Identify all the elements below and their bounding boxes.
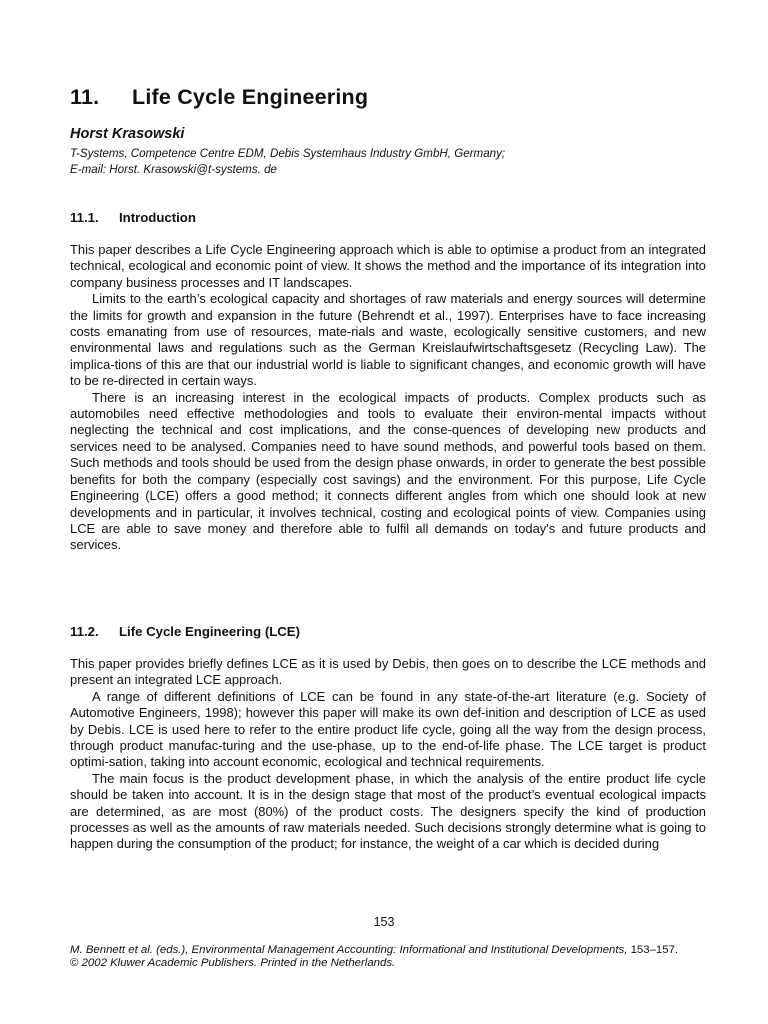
section-title: Introduction xyxy=(119,210,196,225)
chapter-title-text: Life Cycle Engineering xyxy=(132,85,369,109)
footer-citation xyxy=(70,944,706,957)
copyright-text: 2002 Kluwer Academic Publishers. Printed in the Netherlands. xyxy=(81,956,396,969)
section-body-introduction xyxy=(70,242,706,554)
chapter-title xyxy=(70,85,706,110)
section-body-lce xyxy=(70,656,706,853)
body-paragraph: This paper describes a Life Cycle Engineering approach which is able to optimise a product from an integrated technical, ecological and economic point of view. It shows the method and the importance of its integration into company business processes and IT landscapes. xyxy=(70,242,706,290)
body-paragraph: Limits to the earth’s ecological capacity and shortages of raw materials and energy sources will determine the limits for growth and expansion in the future (Behrendt et al., 1997). Enterprises have to face increasing costs emanating from use of resources, mate-rials and waste, ecologically sensitive customers, and new environmental laws and regulations such as the German Kreislaufwirtschaftsgesetz (Recycling Law). The implica-tions of this are that our industrial world is liable to significant changes, and economic growth will have to be re-directed in certain ways. xyxy=(70,291,706,389)
body-paragraph: This paper provides briefly defines LCE as it is used by Debis, then goes on to describe the LCE methods and present an integrated LCE approach. xyxy=(70,656,706,688)
body-paragraph: A range of different definitions of LCE can be found in any state-of-the-art literature (e.g. Society of Automotive Engineers, 1998); however this paper will make its own def-inition and description of LCE as used by Debis. LCE is used here to refer to the entire product life cycle, going all the way from the design process, through product manufac-turing and the use-phase, up to the end-of-life phase. The LCE target is product optimi-sation, taking into account economic, ecological and technical requirements. xyxy=(70,688,706,770)
author-name: Horst Krasowski xyxy=(70,126,185,142)
section-heading-lce xyxy=(70,624,706,639)
footer-copyright xyxy=(70,957,706,970)
author-affiliation: T-Systems, Competence Centre EDM, Debis Systemhaus Industry GmbH, Germany; xyxy=(70,147,506,160)
section-title: Life Cycle Engineering (LCE) xyxy=(119,624,300,639)
page-footer xyxy=(70,944,706,969)
body-paragraph: There is an increasing interest in the ecological impacts of products. Complex products such as automobiles need effective methodologies and tools to evaluate their environ-mental impacts without neglecting the technical and cost implications, and the conse-quences of developing new products and services need to be analysed. Companies need to have sound methods, and powerful tools based on them. Such methods and tools should be used from the design phase onwards, in order to generate the best possible benefits for both the company (especially cost savings) and the environment. For this purpose, Life Cycle Engineering (LCE) offers a good method; it connects different angles from which one should look at new developments and in particular, it involves technical, costing and ecological points of view. Companies using LCE are able to save money and therefore able to fulfil all demands on today's and future products and services. xyxy=(70,389,706,553)
section-number: 11.2. xyxy=(70,624,99,639)
copyright-symbol: © xyxy=(70,956,79,969)
chapter-number: 11. xyxy=(70,85,100,109)
section-heading-introduction xyxy=(70,210,706,225)
citation-text: M. Bennett et al. (eds.), Environmental Management Accounting: Informational and Institutional Developments, xyxy=(70,944,628,956)
author-email: E-mail: Horst. Krasowski@t-systems. de xyxy=(70,163,277,176)
author-affiliation-block xyxy=(70,146,706,178)
citation-pages: 153–157. xyxy=(630,944,679,956)
section-number: 11.1. xyxy=(70,210,99,225)
body-paragraph: The main focus is the product development phase, in which the analysis of the entire product life cycle should be taken into account. It is in the design stage that most of the product’s eventual ecological impacts are determined, as are most (80%) of the product costs. The designers specify the kind of production processes as well as the amounts of raw materials needed. Such decisions strongly determine what is going to happen during the consumption of the product; for instance, the weight of a car which is decided during xyxy=(70,770,706,852)
page-number: 153 xyxy=(373,915,395,929)
